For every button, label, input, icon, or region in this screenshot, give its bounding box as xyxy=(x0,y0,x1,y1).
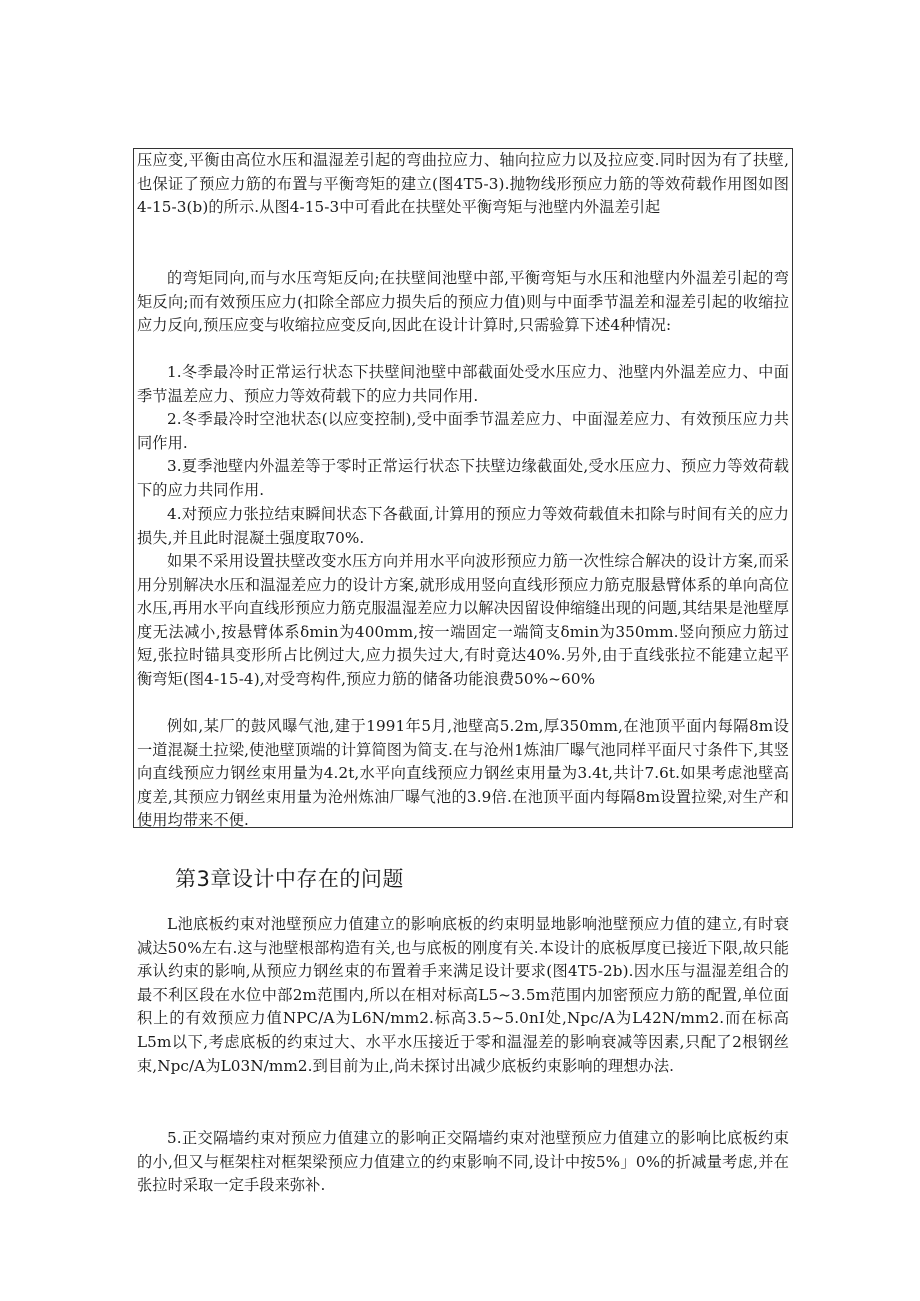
chapter-heading: 第3章设计中存在的问题 xyxy=(175,867,404,891)
paragraph-4: 2.冬季最冷时空池状态(以应变控制),受中面季节温差应力、中面湿差应力、有效预压应力共同作用. xyxy=(137,410,789,452)
paragraph-10: 5.正交隔墙约束对预应力值建立的影响正交隔墙约束对池壁预应力值建立的影响比底板约束的小,但又与框架柱对框架梁预应力值建立的约束影响不同,设计中按5%」0%的折减量考虑,并在张拉时采取一定手段来弥补. xyxy=(137,1129,789,1195)
paragraph-8: 例如,某厂的鼓风曝气池,建于1991年5月,池壁高5.2m,厚350mm,在池顶平面内每隔8m设一道混凝土拉梁,使池壁顶端的计算简图为简支.在与沧州1炼油厂曝气池同样平面尺寸条件下,其竖向直线预应力钢丝束用量为4.2t,水平向直线预应力钢丝束用量为3.4t,共计7.6t.如果考虑池壁高度差,其预应力钢丝束用量为沧州炼油厂曝气池的3.9倍.在池顶平面内每隔8m设置拉梁,对生产和使用均带来不便. xyxy=(137,717,789,830)
paragraph-1: 压应变,平衡由高位水压和温湿差引起的弯曲拉应力、轴向拉应力以及拉应变.同时因为有了扶壁,也保证了预应力筋的布置与平衡弯矩的建立(图4T5-3).抛物线形预应力筋的等效荷载作用图如图4-15-3(b)的所示.从图4-15-3中可看此在扶壁处平衡弯矩与池壁内外温差引起 xyxy=(137,151,789,217)
paragraph-2: 的弯矩同向,而与水压弯矩反向;在扶壁间池壁中部,平衡弯矩与水压和池壁内外温差引起的弯矩反向;而有效预压应力(扣除全部应力损失后的预应力值)则与中面季节温差和湿差引起的收缩拉应力反向,预压应变与收缩拉应变反向,因此在设计计算时,只需验算下述4种情况: xyxy=(137,269,789,335)
paragraph-5: 3.夏季池壁内外温差等于零时正常运行状态下扶壁边缘截面处,受水压应力、预应力等效荷载下的应力共同作用. xyxy=(137,457,789,499)
paragraph-3: 1.冬季最冷时正常运行状态下扶壁间池壁中部截面处受水压应力、池壁内外温差应力、中面季节温差应力、预应力等效荷载下的应力共同作用. xyxy=(137,363,789,405)
paragraph-6: 4.对预应力张拉结束瞬间状态下各截面,计算用的预应力等效荷载值未扣除与时间有关的应力损失,并且此时混凝土强度取70%. xyxy=(137,505,789,547)
paragraph-7: 如果不采用设置扶壁改变水压方向并用水平向波形预应力筋一次性综合解决的设计方案,而采用分别解决水压和温湿差应力的设计方案,就形成用竖向直线形预应力筋克服悬臂体系的单向高位水压,再用水平向直线形预应力筋克服温湿差应力以解决因留设伸缩缝出现的问题,其结果是池壁厚度无法减小,按悬臂体系δmin为400mm,按一端固定一端简支δmin为350mm.竖向预应力筋过短,张拉时锚具变形所占比例过大,应力损失过大,有时竟达40%.另外,由于直线张拉不能建立起平衡弯矩(图4-15-4),对受弯构件,预应力筋的储备功能浪费50%~60% xyxy=(137,552,789,688)
paragraph-9: L池底板约束对池壁预应力值建立的影响底板的约束明显地影响池壁预应力值的建立,有时衰减达50%左右.这与池壁根部构造有关,也与底板的刚度有关.本设计的底板厚度已接近下限,故只能承认约束的影响,从预应力钢丝束的布置着手来满足设计要求(图4T5-2b).因水压与温湿差组合的最不利区段在水位中部2m范围内,所以在相对标高L5~3.5m范围内加密预应力筋的配置,单位面积上的有效预应力值NPC/A为L6N/mm2.标高3.5~5.0nI处,Npc/A为L42N/mm2.而在标高L5m以下,考虑底板的约束过大、水平水压接近于零和温湿差的影响衰减等因素,只配了2根钢丝束,Npc/A为L03N/mm2.到目前为止,尚未探讨出减少底板约束影响的理想办法. xyxy=(137,915,789,1075)
